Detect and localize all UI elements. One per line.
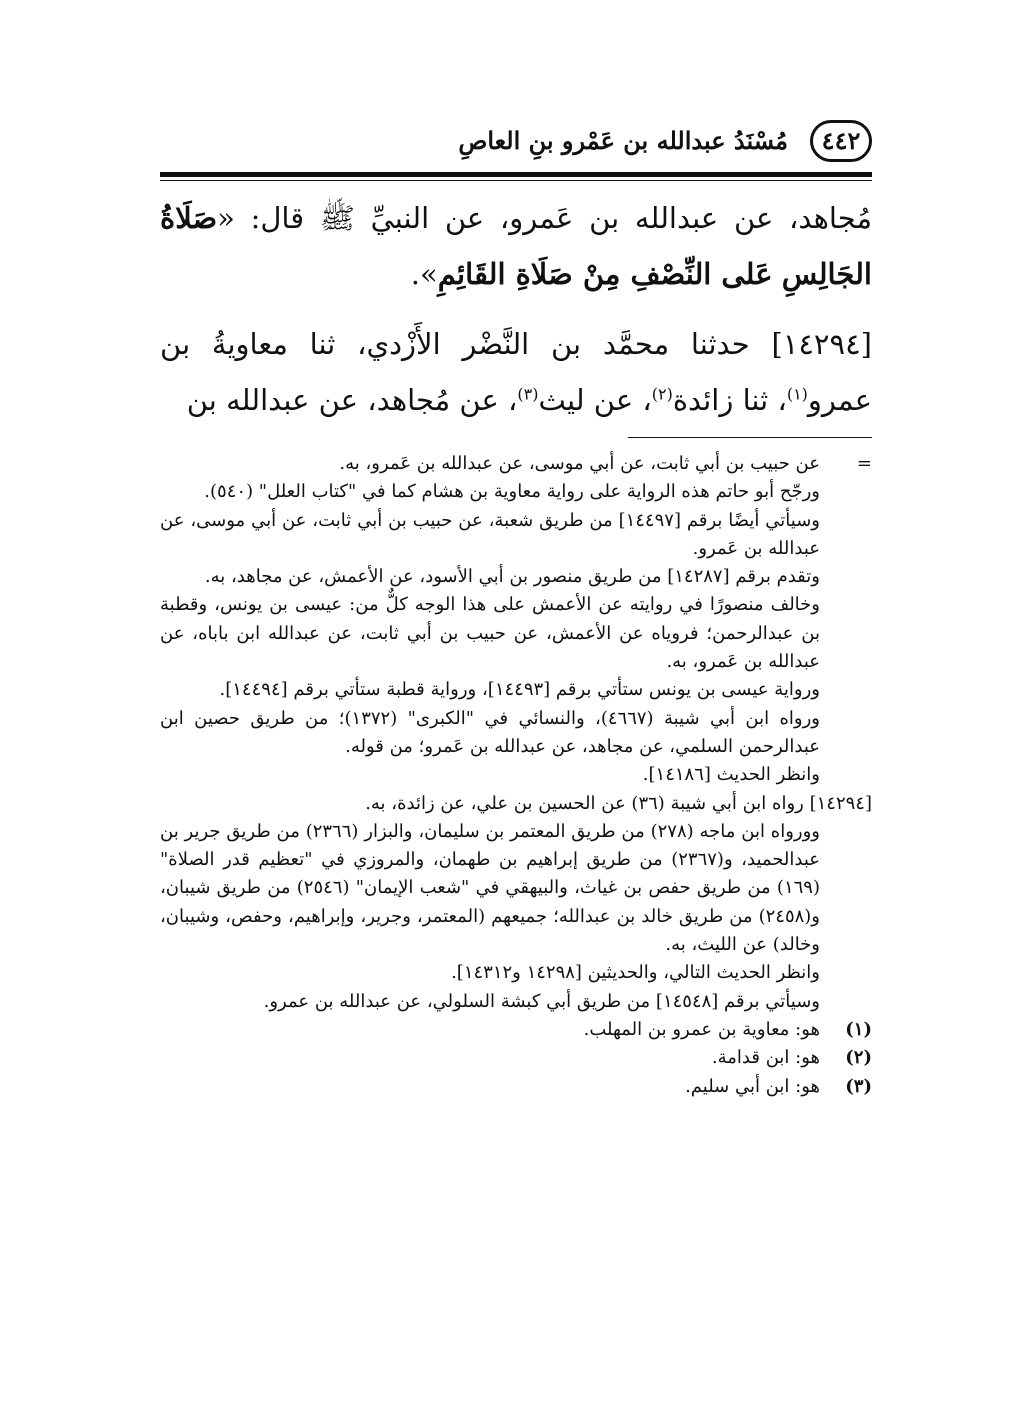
running-title: مُسْنَدُ عبدالله بن عَمْرو بنِ العاصِ <box>458 126 788 155</box>
page-number: ٤٤٢ <box>821 126 861 155</box>
hadith-14294-part-a: [١٤٢٩٤] حدثنا محمَّد بن النَّضْر الأَزْدي، ثنا معاويةُ بن عمرو <box>160 327 872 417</box>
hadith-ref-label: [١٤٢٩٤] <box>809 792 872 814</box>
footnote-continuation <box>160 450 872 790</box>
footnote-2-text: هو: ابن قدامة. <box>711 1047 820 1069</box>
hadith-ref-text: رواه ابن أبي شيبة (٣٦) عن الحسين بن علي، عن زائدة، به. <box>365 792 804 814</box>
footnote-3-text: هو: ابن أبي سليم. <box>685 1075 820 1097</box>
footnote-14294-first <box>160 790 872 818</box>
footnote-line: عن حبيب بن أبي ثابت، عن أبي موسى، عن عبدالله بن عَمرو، به. <box>339 453 820 474</box>
footnote-line: ورواه ابن أبي شيبة (٤٦٦٧)، والنسائي في "الكبرى" (١٣٧٢)؛ من طريق حصين ابن عبدالرحمن السلمي، عن مجاهد، عن عبدالله بن عَمرو؛ من قوله. <box>160 707 820 757</box>
footnote-line: ورجّح أبو حاتم هذه الرواية على رواية معاوية بن هشام كما في "كتاب العلل" (٥٤٠). <box>204 481 820 503</box>
footnote-line: وخالف منصورًا في روايته عن الأعمش على هذا الوجه كلٌّ من: عيسى بن يونس، وقطبة بن عبدالرحمن؛ فروياه عن الأعمش، عن حبيب بن أبي ثابت، عن عبدالله ابن باباه، عن عبدالله بن عَمرو، به. <box>160 594 820 673</box>
main-line1-text: مُجاهد، عن عبدالله بن عَمرو، عن النبيِّ ﷺ قال: « <box>217 201 872 235</box>
main-text <box>160 190 872 428</box>
hadith-14294-part-c: ، عن ليث <box>538 383 652 417</box>
footnotes <box>160 450 872 1101</box>
main-line2-end: ». <box>410 257 438 291</box>
footnote-3 <box>160 1073 872 1101</box>
footnote-line: وسيأتي برقم [١٤٥٤٨] من طريق أبي كبشة السلولي، عن عبدالله بن عمرو. <box>263 990 820 1012</box>
header-rule-thin <box>160 180 872 181</box>
hadith-14294 <box>160 316 872 428</box>
page-number-badge <box>810 120 872 162</box>
footnote-ref-3[interactable]: (٣) <box>517 384 539 404</box>
footnote-14294-body <box>160 818 872 1016</box>
hadith-ending <box>160 190 872 302</box>
footnote-1-number: (١) <box>845 1018 872 1040</box>
footnote-ref-1[interactable]: (١) <box>786 384 808 404</box>
footnote-3-number: (٣) <box>845 1075 872 1097</box>
footnote-line: وورواه ابن ماجه (٢٧٨) من طريق المعتمر بن سليمان، والبزار (٢٣٦٦) من طريق جرير بن عبدالحميد، و(٢٣٦٧) من طريق إبراهيم بن طهمان، والمروزي في "تعظيم قدر الصلاة" (١٦٩) من طريق حفص بن غياث، والبيهقي في "شعب الإيمان" (٢٥٤٦) من طريق شيبان، و(٢٤٥٨) من طريق خالد بن عبدالله؛ جميعهم (المعتمر، وجرير، وإبراهيم، وحفص، وشيبان، وخالد) عن الليث، به. <box>160 820 821 956</box>
footnote-line: وتقدم برقم [١٤٢٨٧] من طريق منصور بن أبي الأسود، عن الأعمش، عن مجاهد، به. <box>204 566 820 588</box>
footnote-ref-2[interactable]: (٢) <box>651 384 673 404</box>
hadith-14294-part-b: ، ثنا زائدة <box>672 383 787 417</box>
footnote-1-text: هو: معاوية بن عمرو بن المهلب. <box>583 1018 820 1040</box>
footnote-line: وانظر الحديث التالي، والحديثين [١٤٢٩٨ و١٤٣١٢]. <box>451 962 820 984</box>
footnote-line: ورواية عيسى بن يونس ستأتي برقم [١٤٤٩٣]، ورواية قطبة ستأتي برقم [١٤٤٩٤]. <box>219 679 820 701</box>
footnote-separator <box>628 437 872 438</box>
footnote-line: وسيأتي أيضًا برقم [١٤٤٩٧] من طريق شعبة، عن حبيب بن أبي ثابت، عن أبي موسى، عن عبدالله بن عَمرو. <box>160 509 820 559</box>
continuation-mark: = <box>856 453 872 474</box>
footnote-line: وانظر الحديث [١٤١٨٦]. <box>642 764 820 786</box>
page-header <box>160 120 872 172</box>
footnote-2 <box>160 1044 872 1072</box>
hadith-14294-part-d: ، عن مُجاهد، عن عبدالله بن <box>186 383 518 417</box>
footnote-1 <box>160 1016 872 1044</box>
main-line2-bold: عَلى النِّصْفِ مِنْ صَلَاةِ القَائِمِ <box>437 257 773 291</box>
header-rule-thick <box>160 172 872 177</box>
main-line1-bold: صَلَاةُ الجَالِسِ <box>160 201 872 291</box>
footnote-2-number: (٢) <box>845 1047 872 1069</box>
